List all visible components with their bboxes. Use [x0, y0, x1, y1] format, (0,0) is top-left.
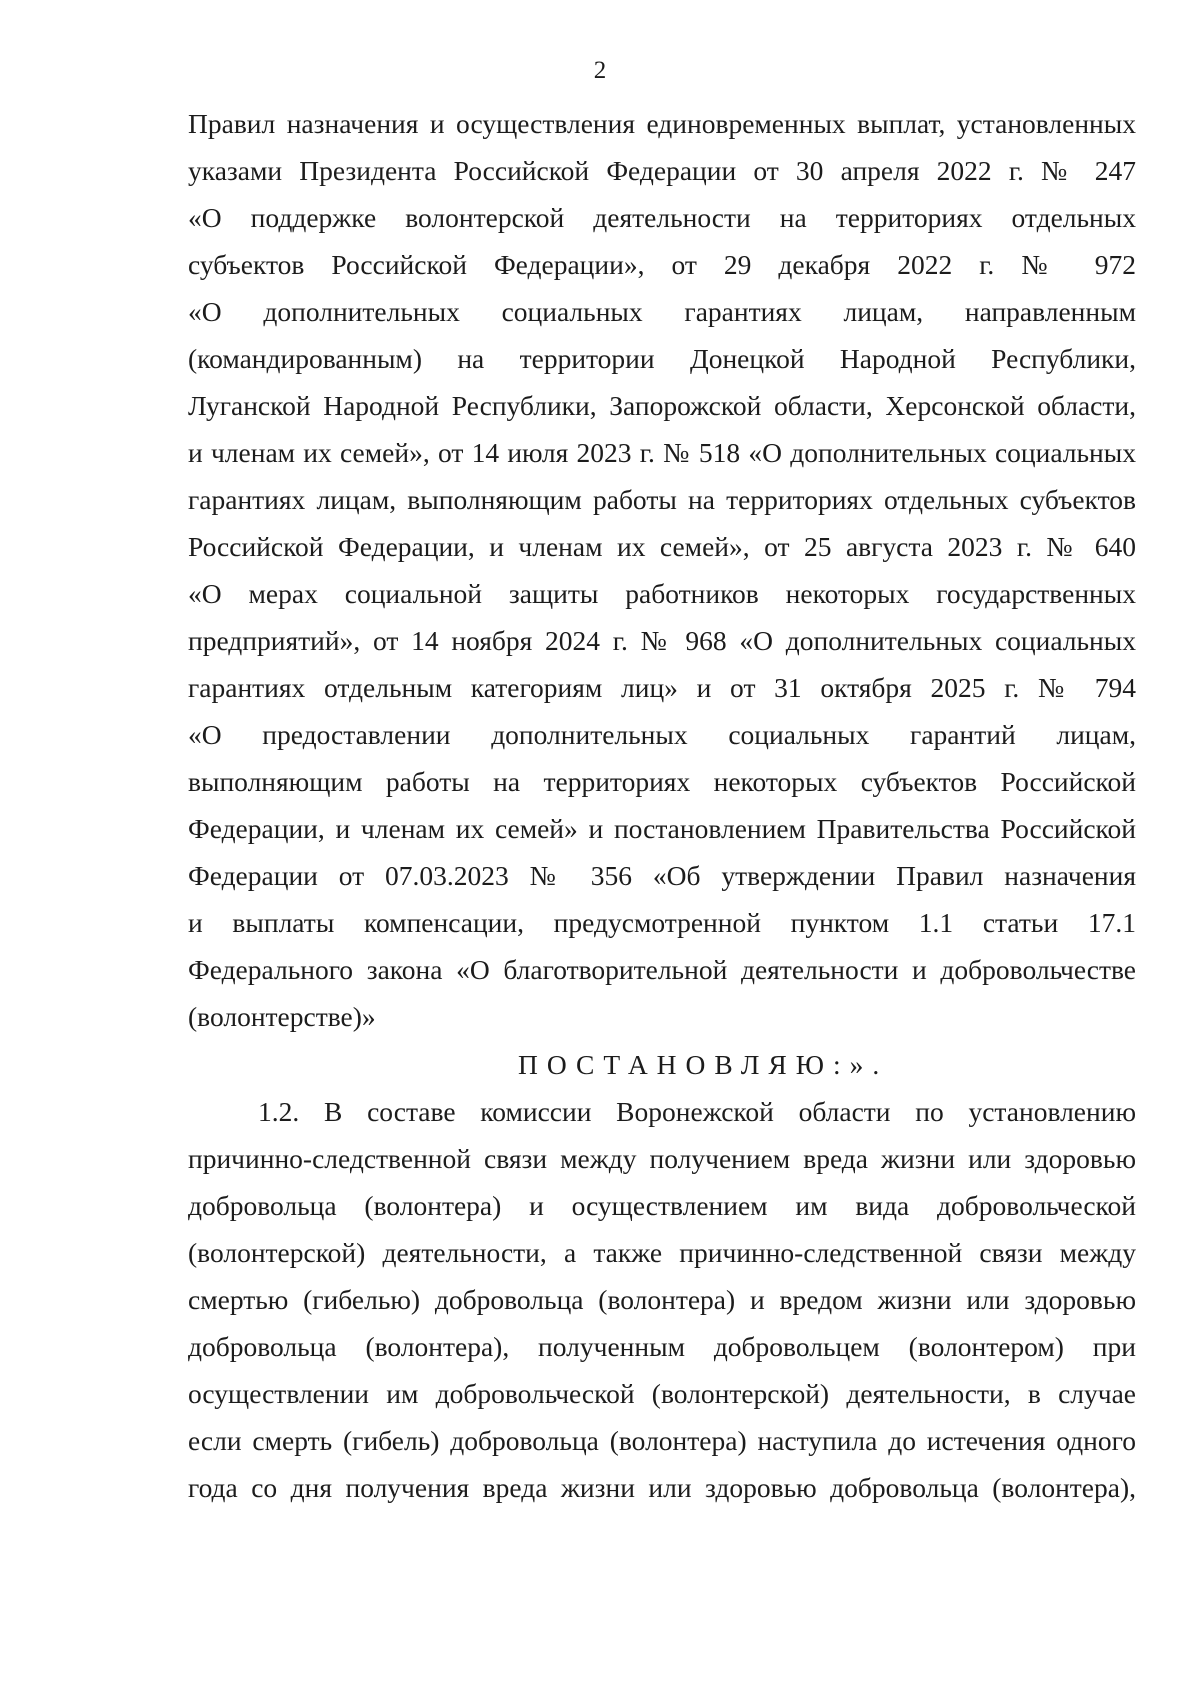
text-line: «О мерах социальной защиты работников некоторых государственных [188, 578, 1136, 609]
text-line: года со дня получения вреда жизни или здоровью добровольца (волонтера), [188, 1472, 1136, 1503]
text-line: «О предоставлении дополнительных социальных гарантий лицам, [188, 719, 1136, 750]
text-line: если смерть (гибель) добровольца (волонтера) наступила до истечения одного [188, 1425, 1136, 1456]
text-line: субъектов Российской Федерации», от 29 декабря 2022 г. № 972 [188, 249, 1136, 280]
paragraph-preamble [188, 100, 1136, 1040]
text-line: Федерации от 07.03.2023 № 356 «Об утверждении Правил назначения [188, 860, 1136, 891]
text-line: добровольца (волонтера) и осуществлением им вида добровольческой [188, 1190, 1136, 1221]
paragraph-clause-1-2 [188, 1088, 1136, 1511]
text-line: и членам их семей», от 14 июля 2023 г. № 518 «О дополнительных социальных [188, 437, 1136, 468]
page-number: 2 [593, 57, 607, 84]
text-line: (командированным) на территории Донецкой Народной Республики, [188, 343, 1136, 374]
text-line: «О поддержке волонтерской деятельности на территориях отдельных [188, 202, 1136, 233]
text-line: гарантиях лицам, выполняющим работы на территориях отдельных субъектов [188, 484, 1136, 515]
text-line: гарантиях отдельным категориям лиц» и от 31 октября 2025 г. № 794 [188, 672, 1136, 703]
text-line: и выплаты компенсации, предусмотренной пунктом 1.1 статьи 17.1 [188, 907, 1136, 938]
text-line: смертью (гибелью) добровольца (волонтера) и вредом жизни или здоровью [188, 1284, 1136, 1315]
text-line: Луганской Народной Республики, Запорожской области, Херсонской области, [188, 390, 1136, 421]
text-line: «О дополнительных социальных гарантиях лицам, направленным [188, 296, 1136, 327]
text-line: предприятий», от 14 ноября 2024 г. № 968 «О дополнительных социальных [188, 625, 1136, 656]
text-line: (волонтерской) деятельности, а также причинно-следственной связи между [188, 1237, 1136, 1268]
text-line: выполняющим работы на территориях некоторых субъектов Российской [188, 766, 1136, 797]
resolution-heading: ПОСТАНОВЛЯЮ:». [518, 1049, 889, 1080]
text-line: Федерального закона «О благотворительной деятельности и добровольчестве [188, 954, 1136, 985]
text-line: осуществлении им добровольческой (волонтерской) деятельности, в случае [188, 1378, 1136, 1409]
text-line: Правил назначения и осуществления единовременных выплат, установленных [188, 108, 1136, 139]
text-line: Российской Федерации, и членам их семей», от 25 августа 2023 г. № 640 [188, 531, 1136, 562]
text-line: (волонтерстве)» [188, 1001, 376, 1032]
text-line: 1.2. В составе комиссии Воронежской области по установлению [258, 1096, 1136, 1127]
text-line: добровольца (волонтера), полученным добровольцем (волонтером) при [188, 1331, 1136, 1362]
text-line: Федерации, и членам их семей» и постановлением Правительства Российской [188, 813, 1136, 844]
text-line: указами Президента Российской Федерации от 30 апреля 2022 г. № 247 [188, 155, 1136, 186]
text-line: причинно-следственной связи между получением вреда жизни или здоровью [188, 1143, 1136, 1174]
document-body [188, 100, 1136, 1511]
